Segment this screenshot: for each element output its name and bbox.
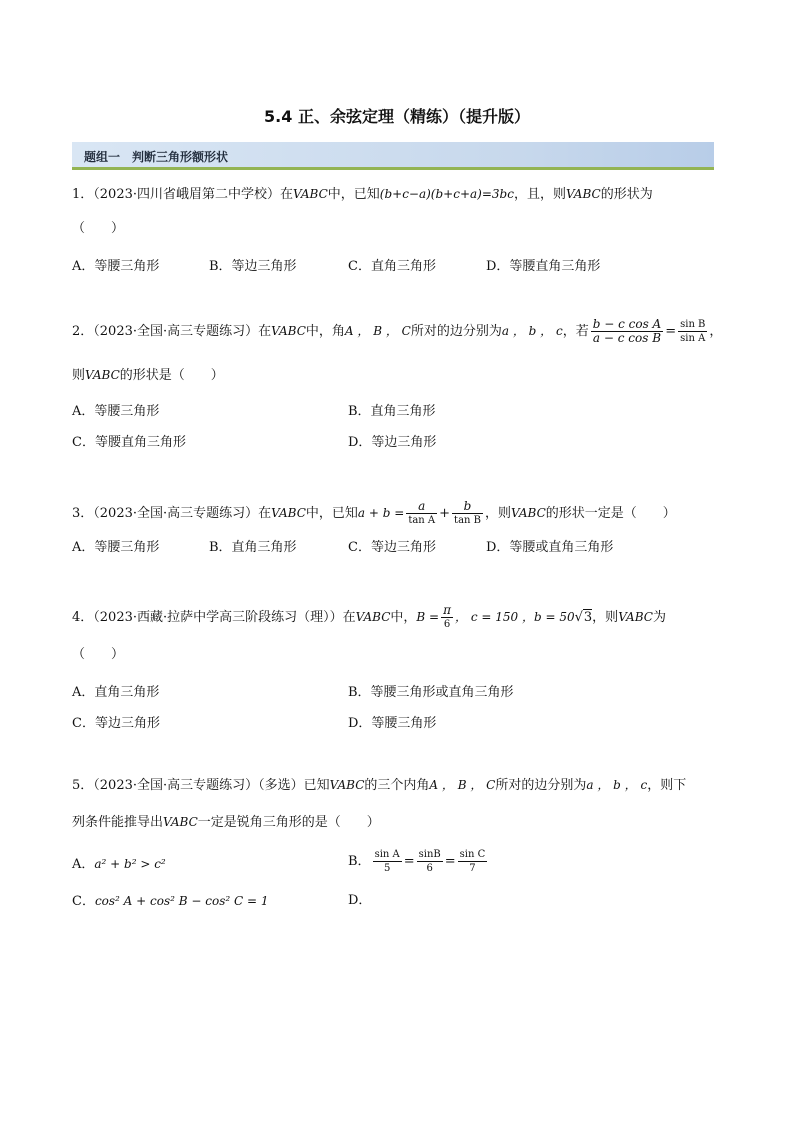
question-4-option-c: C．等边三角形 [72, 716, 160, 731]
section-label: 题组一 判断三角形额形状 [84, 150, 229, 164]
question-4-option-d: D．等腰三角形 [348, 716, 437, 731]
question-3-stem: 3．（2023·全国·高三专题练习）在VABC中，已知a + b = $\frac{a}{\text{tan A}}$ + $\frac{b}{\text{tan B}}$ ，则VABC的形状一定是（ ） [72, 499, 676, 526]
question-source: （2023·全国·高三专题练习） [93, 324, 259, 339]
question-number: 4． [72, 610, 94, 625]
fraction: $\frac{\sin B}{6}$ [418, 849, 441, 874]
fraction: $\frac{a}{\text{tan A}}$ [408, 499, 436, 526]
question-number: 5． [72, 778, 94, 793]
fraction: $\frac{b}{\text{tan B}}$ [454, 499, 481, 526]
fraction: $\frac{\text{sin C}}{7}$ [459, 849, 486, 874]
question-4-stem: 4．（2023·西藏·拉萨中学高三阶段练习（理））在VABC中，B = $\frac{\pi}{6}$ ， c = 150 ，b = 50√3，则VABC为 [72, 603, 666, 630]
question-number: 1． [72, 187, 94, 202]
question-1-paren: （ ） [72, 221, 125, 236]
question-4-paren: （ ） [72, 647, 125, 662]
question-2-option-b: B．直角三角形 [348, 404, 436, 419]
question-1-option-b: B．等边三角形 [209, 259, 297, 274]
question-source: （2023·四川省峨眉第二中学校） [93, 187, 280, 202]
fraction: $\frac{\pi}{6}$ [443, 603, 451, 630]
question-5-option-a: A．a² + b² > c² [72, 857, 166, 872]
question-5-option-d: D． [348, 893, 372, 908]
page-title: 5.4 正、余弦定理（精练）（提升版） [264, 107, 530, 126]
formula: (b+c−a)(b+c+a)=3bc [379, 187, 514, 201]
question-2-option-c: C．等腰直角三角形 [72, 435, 186, 450]
question-2-option-d: D．等边三角形 [348, 435, 437, 450]
sqrt-icon: √ [574, 610, 583, 625]
question-source: （2023·西藏·拉萨中学高三阶段练习（理）） [93, 610, 343, 625]
question-5-option-c: C．cos² A + cos² B − cos² C = 1 [72, 894, 269, 909]
question-2-stem-line2: 则VABC的形状是（ ） [72, 368, 224, 383]
section-banner [72, 142, 714, 170]
question-5-option-b: B． $\frac{\text{sin A}}{5}$ = $\frac{\sin B}{6}$ = $\frac{\text{sin C}}{7}$ [348, 849, 486, 874]
question-source: （2023·全国·高三专题练习） [93, 506, 259, 521]
question-5-stem-line2: 列条件能推导出VABC一定是锐角三角形的是（ ） [72, 815, 380, 830]
question-3-option-b: B．直角三角形 [209, 540, 297, 555]
question-3-option-a: A．等腰三角形 [72, 540, 160, 555]
question-1-option-a: A．等腰三角形 [72, 259, 160, 274]
fraction: $\frac{\text{sin B}}{\text{sin A}}$ [680, 319, 706, 344]
question-1-option-c: C．直角三角形 [348, 259, 436, 274]
question-number: 3． [72, 506, 94, 521]
question-number: 2． [72, 324, 94, 339]
question-2-option-a: A．等腰三角形 [72, 404, 160, 419]
question-3-option-d: D．等腰或直角三角形 [486, 540, 614, 555]
question-1-stem: 1．（2023·四川省峨眉第二中学校）在VABC中，已知(b+c−a)(b+c+a)=3bc，且，则VABC的形状为 [72, 187, 653, 202]
fraction: $\frac{\text{sin A}}{5}$ [374, 849, 400, 874]
question-2-stem: 2．（2023·全国·高三专题练习）在VABC中，角A ， B ， C所对的边分别为a ， b ， c，若 $\frac{\text{b − c cos A}}{\text{a − c cos B}}$ = $\frac{\text{sin B}}{\text{sin A}}$ ， [72, 317, 723, 345]
question-source: （2023·全国·高三专题练习）（多选） [93, 778, 304, 793]
question-4-option-a: A．直角三角形 [72, 685, 160, 700]
question-5-stem: 5．（2023·全国·高三专题练习）（多选）已知VABC的三个内角A ， B ， C所对的边分别为a ， b ， c，则下 [72, 778, 687, 793]
question-3-option-c: C．等边三角形 [348, 540, 436, 555]
question-4-option-b: B．等腰三角形或直角三角形 [348, 685, 514, 700]
fraction: $\frac{\text{b − c cos A}}{\text{a − c cos B}}$ [592, 317, 662, 345]
question-1-option-d: D．等腰直角三角形 [486, 259, 601, 274]
